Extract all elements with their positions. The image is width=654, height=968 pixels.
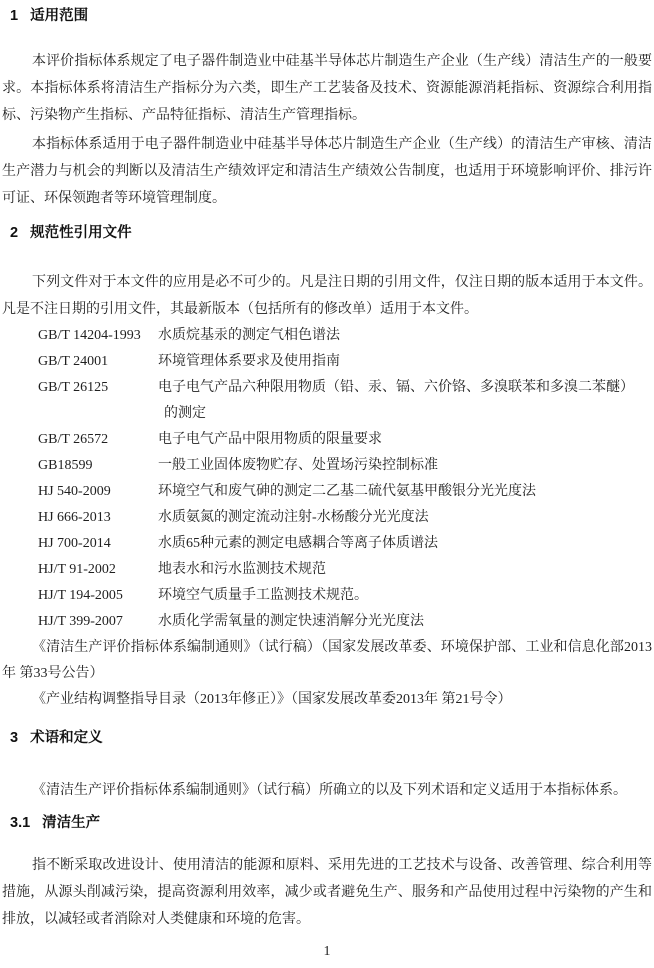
- reference-title: 环境空气质量手工监测技术规范。: [158, 588, 368, 603]
- reference-code: HJ/T 91-2002: [38, 562, 116, 577]
- reference-code: HJ 540-2009: [38, 484, 111, 499]
- reference-row: [2, 557, 652, 583]
- reference-row: [2, 479, 652, 505]
- reference-row: [2, 531, 652, 557]
- reference-code: HJ/T 194-2005: [38, 588, 123, 603]
- reference-note-2: 《产业结构调整指导目录（2013年修正）》（国家发展改革委2013年 第21号令）: [32, 692, 512, 707]
- reference-title: 水质烷基汞的测定气相色谱法: [158, 328, 340, 343]
- reference-code: GB/T 26572: [38, 432, 109, 447]
- reference-title: 地表水和污水监测技术规范: [158, 562, 326, 577]
- reference-title: 水质65种元素的测定电感耦合等离子体质谱法: [158, 536, 438, 551]
- reference-title: 环境空气和废气砷的测定二乙基二硫代氨基甲酸银分光光度法: [158, 484, 536, 499]
- reference-code: HJ/T 399-2007: [38, 614, 123, 629]
- section-1-paragraph-1: 本评价指标体系规定了电子器件制造业中硅基半导体芯片制造生产企业（生产线）清洁生产的一般要求。本指标体系将清洁生产指标分为六类，即生产工艺装备及技术、资源能源消耗指标、资源综合利用指标、污染物产生指标、产品特征指标、清洁生产管理指标。: [2, 54, 652, 123]
- section-3-intro-paragraph: 《清洁生产评价指标体系编制通则》（试行稿）所确立的以及下列术语和定义适用于本指标体系。: [32, 783, 627, 798]
- reference-code: HJ 700-2014: [38, 536, 111, 551]
- reference-code: GB/T 26125: [38, 380, 109, 395]
- section-2-heading: 2 规范性引用文件: [10, 225, 132, 241]
- reference-note-1: 《清洁生产评价指标体系编制通则》（试行稿）（国家发展改革委、环境保护部、工业和信息化部2013年 第33号公告）: [2, 640, 652, 681]
- reference-row: [2, 453, 652, 479]
- reference-row: [2, 609, 652, 635]
- reference-title-line2: 的测定: [164, 406, 206, 421]
- reference-title: 一般工业固体废物贮存、处置场污染控制标准: [158, 458, 438, 473]
- reference-row: [2, 427, 652, 453]
- reference-row: [2, 323, 652, 349]
- section-2-intro-paragraph: 下列文件对于本文件的应用是必不可少的。凡是注日期的引用文件，仅注日期的版本适用于本文件。凡是不注日期的引用文件，其最新版本（包括所有的修改单）适用于本文件。: [2, 275, 652, 317]
- reference-row: [2, 375, 652, 427]
- section-3-1-heading: 3.1 清洁生产: [10, 815, 101, 831]
- reference-code: GB18599: [38, 458, 93, 473]
- reference-title-line1: 电子电气产品六种限用物质（铅、汞、镉、六价铬、多溴联苯和多溴二苯醚）: [158, 380, 634, 395]
- section-1-heading: 1 适用范围: [10, 8, 89, 24]
- reference-code: HJ 666-2013: [38, 510, 111, 525]
- section-3-1-paragraph: 指不断采取改进设计、使用清洁的能源和原料、采用先进的工艺技术与设备、改善管理、综合利用等措施，从源头削减污染，提高资源利用效率，减少或者避免生产、服务和产品使用过程中污染物的产生和排放，以减轻或者消除对人类健康和环境的危害。: [2, 858, 652, 927]
- reference-title: 水质化学需氧量的测定快速消解分光光度法: [158, 614, 424, 629]
- reference-title: 电子电气产品中限用物质的限量要求: [158, 432, 382, 447]
- reference-code: GB/T 14204-1993: [38, 328, 141, 343]
- section-1-paragraph-2: 本指标体系适用于电子器件制造业中硅基半导体芯片制造生产企业（生产线）的清洁生产审核、清洁生产潜力与机会的判断以及清洁生产绩效评定和清洁生产绩效公告制度，也适用于环境影响评价、排污许可证、环保领跑者等环境管理制度。: [2, 137, 652, 206]
- page-number: 1: [323, 944, 331, 959]
- reference-title: 水质氨氮的测定流动注射-水杨酸分光光度法: [158, 510, 429, 525]
- reference-code: GB/T 24001: [38, 354, 109, 369]
- reference-row: [2, 583, 652, 609]
- reference-title: 环境管理体系要求及使用指南: [158, 354, 340, 369]
- section-3-heading: 3 术语和定义: [10, 730, 103, 746]
- reference-row: [2, 505, 652, 531]
- reference-title: [158, 375, 652, 427]
- normative-references-list: [2, 323, 652, 635]
- reference-row: [2, 349, 652, 375]
